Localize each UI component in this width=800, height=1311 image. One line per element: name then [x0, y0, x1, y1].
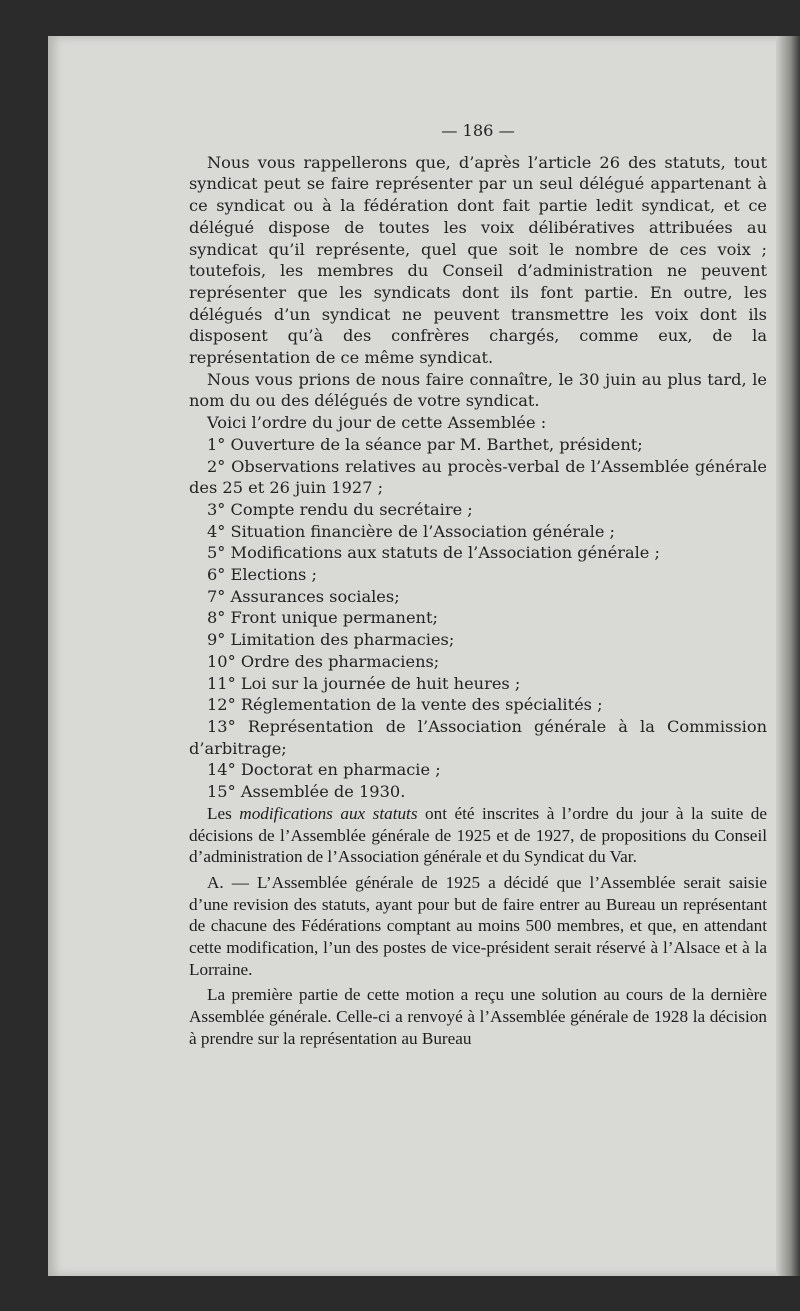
paragraph-a: A. — L’Assemblée générale de 1925 a décidé que l’Assemblée serait saisie d’une revision des statuts, ayant pour but de faire entrer au Bureau un représentant de chacune des Fédérations comptant au moins 500 membres, et que, en attendant cette modification, l’un des postes de vice-président serait réservé à l’Alsace et à la Lorraine. [189, 872, 767, 979]
agenda-item: 11° Loi sur la journée de huit heures ; [207, 673, 521, 693]
modifications-rest: ont été inscrites à l’ordre du jour à la suite de décisions de l’Assemblée générale de 1925 et de 1927, de propositions du Conseil d’administration de l’Association générale et du Syndicat du Var. [189, 803, 767, 867]
agenda-item: 6° Elections ; [207, 565, 317, 585]
agenda-item: 10° Ordre des pharmaciens; [207, 651, 440, 671]
paragraph-last: La première partie de cette motion a reçu une solution au cours de la dernière Assemblée générale. Celle-ci a renvoyé à l’Assemblée générale de 1928 la décision à prendre sur la représentation au Bureau [189, 985, 767, 1048]
page-right-edge [776, 36, 800, 1276]
agenda-item: 1° Ouverture de la séance par M. Barthet, président; [207, 434, 643, 454]
paragraph-agenda-intro: Voici l’ordre du jour de cette Assemblée : [207, 413, 547, 433]
agenda-item: 5° Modifications aux statuts de l’Association générale ; [207, 543, 660, 563]
agenda-item: 14° Doctorat en pharmacie ; [207, 760, 441, 780]
paragraph-modifications [189, 803, 767, 868]
agenda-item: 12° Réglementation de la vente des spécialités ; [207, 695, 603, 715]
agenda-item: 15° Assemblée de 1930. [207, 782, 406, 802]
bold-section [189, 803, 767, 1050]
paragraph-delegates: Nous vous prions de nous faire connaître, le 30 juin au plus tard, le nom du ou des délégués de votre syndicat. [189, 369, 767, 411]
modifications-italic: modifications aux statuts [239, 803, 418, 823]
agenda-item: 2° Observations relatives au procès-verbal de l’Assemblée générale des 25 et 26 juin 1927 ; [189, 456, 767, 498]
paragraph-article-26: Nous vous rappellerons que, d’après l’article 26 des statuts, tout syndicat peut se faire représenter par un seul délégué appartenant à ce syndicat ou à la fédération dont fait partie ledit syndicat, et ce délégué dispose de toutes les voix délibératives attribuées au syndicat qu’il représente, quel que soit le nombre de ces voix ; toutefois, les membres du Conseil d’administration ne peuvent représenter que les syndicats dont ils font partie. En outre, les délégués d’un syndicat ne peuvent transmettre les voix dont ils disposent qu’à des confrères chargés, comme eux, de la représentation de ce même syndicat. [189, 152, 767, 368]
agenda-list [189, 434, 767, 803]
modifications-lead: Les [207, 803, 240, 823]
agenda-item: 3° Compte rendu du secrétaire ; [207, 499, 473, 519]
agenda-item: 4° Situation financière de l’Association générale ; [207, 521, 616, 541]
page-text [189, 120, 767, 1050]
agenda-item: 8° Front unique permanent; [207, 608, 438, 628]
page-number: — 186 — [441, 121, 515, 140]
agenda-item: 13° Représentation de l’Association générale à la Commission d’arbitrage; [189, 716, 767, 758]
agenda-item: 9° Limitation des pharmacies; [207, 630, 455, 650]
agenda-item: 7° Assurances sociales; [207, 586, 400, 606]
